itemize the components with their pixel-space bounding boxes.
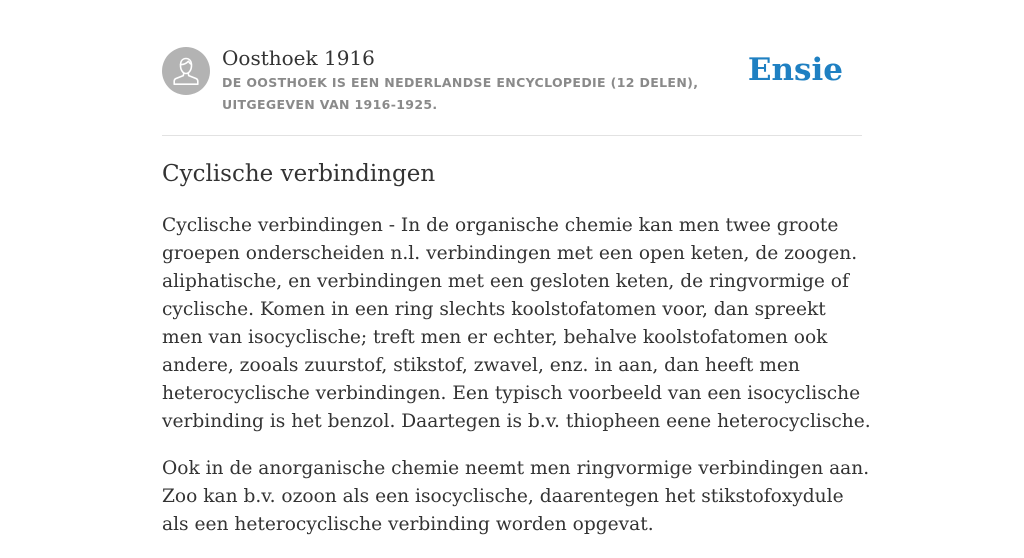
avatar[interactable] xyxy=(162,47,210,95)
article-body xyxy=(162,212,872,558)
header-divider xyxy=(162,135,862,136)
source-description: DE OOSTHOEK IS EEN NEDERLANDSE ENCYCLOPEDIE (12 DELEN), UITGEGEVEN VAN 1916-1925. xyxy=(222,75,699,112)
source-header xyxy=(162,46,862,116)
article-paragraph: Cyclische verbindingen - In de organische chemie kan men twee groote groepen onderscheiden n.l. verbindingen met een open keten, de zoogen. aliphatische, en verbindingen met een gesloten keten, de ringvormige of cyclische. Komen in een ring slechts koolstofatomen voor, dan spreekt men van isocyclische; treft men er echter, behalve koolstofatomen ook andere, zooals zuurstof, stikstof, zwavel, enz. in aan, dan heeft men heterocyclische verbindingen. Een typisch voorbeeld van een isocyclische verbinding is het benzol. Daartegen is b.v. thiopheen eene heterocyclische. xyxy=(162,215,871,432)
user-silhouette-icon xyxy=(162,47,210,95)
article-paragraph: Ook in de anorganische chemie neemt men ringvormige verbindingen aan. Zoo kan b.v. ozoon als een isocyclische, daarentegen het stikstofoxydule als een heterocyclische verbinding worden opgevat. xyxy=(162,458,870,535)
brand-logo-link[interactable]: Ensie xyxy=(747,52,843,88)
article-title: Cyclische verbindingen xyxy=(162,161,436,187)
source-title[interactable]: Oosthoek 1916 xyxy=(222,46,375,70)
